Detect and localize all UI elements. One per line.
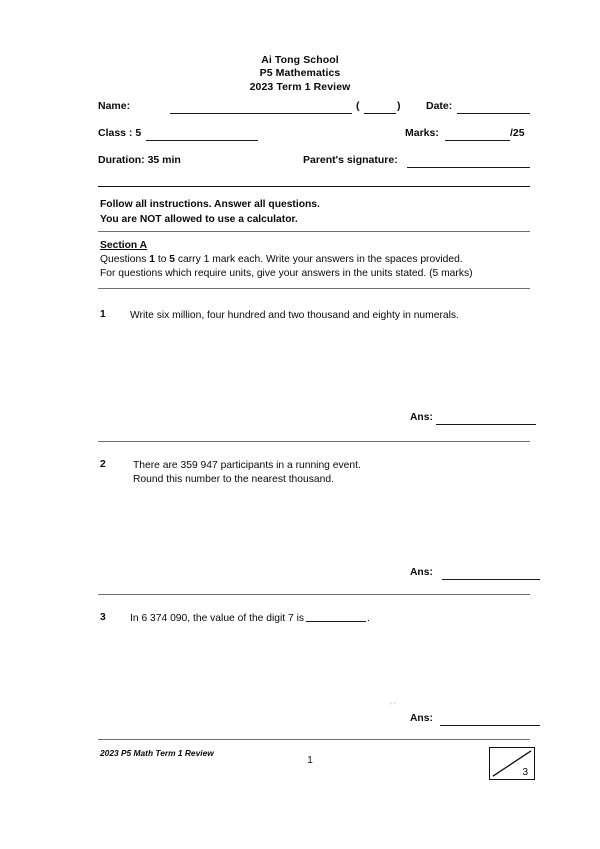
name-input-line[interactable]	[170, 113, 352, 114]
instructions-block	[100, 198, 320, 227]
section-a-note	[100, 253, 536, 281]
question-1-ans-label: Ans:	[410, 412, 433, 423]
section-a-note-line-1	[100, 253, 536, 267]
marks-input-line[interactable]	[445, 140, 510, 141]
question-2-text-line-1: There are 359 947 participants in a running event.	[133, 460, 361, 471]
section-a-heading: Section A	[100, 240, 148, 251]
question-2-ans-label: Ans:	[410, 567, 433, 578]
duration-label: Duration: 35 min	[98, 154, 181, 166]
date-input-line[interactable]	[457, 113, 530, 114]
note-q-to: 5	[169, 254, 176, 265]
question-3-inline-blank[interactable]	[306, 612, 366, 622]
footer-page-number: 1	[307, 755, 313, 766]
school-name: Ai Tong School	[261, 54, 339, 66]
note-post: carry 1 mark each. Write your answers in the spaces provided.	[175, 254, 463, 265]
marks-allocation-box	[489, 747, 535, 780]
section-a-separator	[98, 288, 530, 289]
question-2-number: 2	[100, 459, 106, 470]
document-title-block	[0, 54, 600, 94]
question-2-answer-line[interactable]	[442, 579, 540, 580]
name-row	[98, 100, 530, 127]
subject-name: P5 Mathematics	[259, 67, 341, 80]
name-label: Name:	[98, 100, 131, 112]
class-label: Class : 5	[98, 127, 142, 139]
question-3-separator	[98, 739, 530, 740]
student-particulars	[98, 100, 530, 181]
date-label: Date:	[426, 100, 453, 112]
instructions-separator	[98, 231, 530, 232]
class-marks-row	[98, 127, 530, 154]
question-3-text-pre: In 6 374 090, the value of the digit 7 is	[130, 613, 305, 624]
scan-artifact: ⸌⸍	[389, 702, 396, 709]
question-1-number: 1	[100, 309, 106, 320]
index-number-line[interactable]	[364, 113, 396, 114]
question-3-text-post: .	[367, 613, 370, 624]
parent-signature-line[interactable]	[407, 167, 530, 168]
instruction-line-1: Follow all instructions. Answer all questions.	[100, 199, 320, 210]
header-separator	[98, 186, 530, 187]
index-paren-open: (	[356, 100, 360, 112]
question-1-separator	[98, 441, 530, 442]
exam-name: 2023 Term 1 Review	[249, 80, 351, 93]
question-3-number: 3	[100, 612, 106, 623]
question-2-separator	[98, 594, 530, 595]
question-2-text-line-2: Round this number to the nearest thousand.	[133, 474, 334, 485]
marks-box-value: 3	[522, 767, 528, 778]
question-3-answer-line[interactable]	[440, 725, 540, 726]
duration-signature-row	[98, 154, 530, 181]
parent-signature-label: Parent's signature:	[303, 154, 398, 166]
question-2-text	[133, 459, 533, 487]
class-input-line[interactable]	[146, 140, 258, 141]
instruction-line-2: You are NOT allowed to use a calculator.	[100, 213, 298, 225]
note-pre: Questions	[100, 254, 150, 265]
marks-label: Marks:	[405, 127, 439, 139]
question-3-ans-label: Ans:	[410, 713, 433, 724]
question-1-answer-line[interactable]	[436, 424, 536, 425]
question-1-text: Write six million, four hundred and two thousand and eighty in numerals.	[130, 310, 459, 321]
footer-document-reference: 2023 P5 Math Term 1 Review	[100, 748, 214, 758]
note-q-from: 1	[149, 254, 155, 265]
marks-total: /25	[510, 127, 525, 139]
note-mid: to	[154, 254, 170, 265]
section-a-note-line-2: For questions which require units, give your answers in the units stated. (5 marks)	[100, 268, 473, 279]
question-3-text	[130, 612, 530, 626]
index-paren-close: )	[397, 100, 401, 112]
